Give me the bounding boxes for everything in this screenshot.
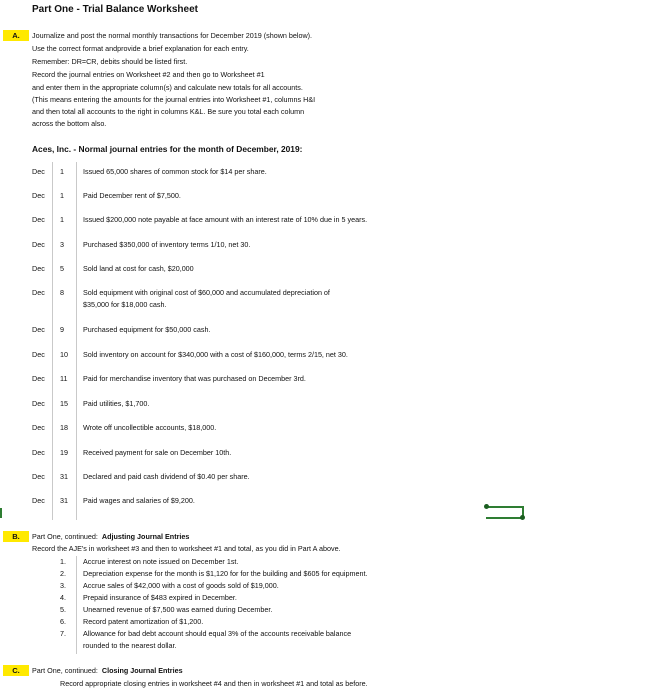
column-divider <box>76 162 77 520</box>
entry-day: 1 <box>60 167 64 176</box>
entry-day: 31 <box>60 496 68 505</box>
entry-day: 10 <box>60 350 68 359</box>
entry-month: Dec <box>32 374 45 383</box>
column-divider <box>52 162 53 520</box>
entry-text-continued: $35,000 for $18,000 cash. <box>83 300 167 309</box>
section-c-intro <box>32 667 183 674</box>
entry-text: Issued 65,000 shares of common stock for $14 per share. <box>83 167 267 176</box>
section-a-badge: A. <box>3 30 29 41</box>
instruction-line: and enter them in the appropriate column(s) and calculate new totals for all accounts. <box>32 83 303 92</box>
section-b-intro-prefix: Part One, continued: <box>32 532 102 541</box>
item-number: 6. <box>60 617 66 626</box>
entry-day: 1 <box>60 215 64 224</box>
entry-text: Declared and paid cash dividend of $0.40 per share. <box>83 472 250 481</box>
item-text: Unearned revenue of $7,500 was earned during December. <box>83 605 273 614</box>
entry-text: Purchased equipment for $50,000 cash. <box>83 325 211 334</box>
column-divider <box>76 556 77 654</box>
entry-day: 11 <box>60 374 68 383</box>
entry-day: 5 <box>60 264 64 273</box>
instruction-line: across the bottom also. <box>32 119 107 128</box>
shape-bottom-edge <box>486 517 524 519</box>
entry-text: Sold equipment with original cost of $60,000 and accumulated depreciation of <box>83 288 330 297</box>
item-text: Accrue sales of $42,000 with a cost of goods sold of $19,000. <box>83 581 279 590</box>
page-title: Part One - Trial Balance Worksheet <box>32 4 198 15</box>
item-text-continued: rounded to the nearest dollar. <box>83 641 177 650</box>
instruction-line: Journalize and post the normal monthly transactions for December 2019 (shown below). <box>32 31 313 40</box>
item-number: 2. <box>60 569 66 578</box>
entry-month: Dec <box>32 240 45 249</box>
item-text: Prepaid insurance of $483 expired in December. <box>83 593 237 602</box>
entry-month: Dec <box>32 167 45 176</box>
instruction-line: (This means entering the amounts for the journal entries into Worksheet #1, columns H&I <box>32 95 316 104</box>
entry-text: Received payment for sale on December 10th. <box>83 448 232 457</box>
row-selection-marker <box>0 508 2 518</box>
entry-day: 15 <box>60 399 68 408</box>
entry-month: Dec <box>32 191 45 200</box>
section-c-intro-bold: Closing Journal Entries <box>101 666 183 675</box>
item-number: 3. <box>60 581 66 590</box>
entry-text: Issued $200,000 note payable at face amount with an interest rate of 10% due in 5 years. <box>83 215 368 224</box>
item-number: 5. <box>60 605 66 614</box>
entry-text: Paid utilities, $1,700. <box>83 399 150 408</box>
entry-text: Paid December rent of $7,500. <box>83 191 181 200</box>
shape-handle[interactable] <box>520 515 525 520</box>
section-c-badge: C. <box>3 665 29 676</box>
section-c-intro-prefix: Part One, continued: <box>32 666 102 675</box>
entry-text: Sold inventory on account for $340,000 with a cost of $160,000, terms 2/15, net 30. <box>83 350 348 359</box>
entry-text: Paid for merchandise inventory that was purchased on December 3rd. <box>83 374 306 383</box>
section-b-line2: Record the AJE's in worksheet #3 and then to worksheet #1 and total, as you did in Part A above. <box>32 544 341 553</box>
entry-text: Paid wages and salaries of $9,200. <box>83 496 195 505</box>
drawn-shape[interactable] <box>484 504 526 520</box>
entry-month: Dec <box>32 215 45 224</box>
entry-text: Purchased $350,000 of inventory terms 1/10, net 30. <box>83 240 251 249</box>
entry-day: 1 <box>60 191 64 200</box>
item-text: Accrue interest on note issued on December 1st. <box>83 557 239 566</box>
entry-month: Dec <box>32 423 45 432</box>
section-b-intro-bold: Adjusting Journal Entries <box>101 532 190 541</box>
entry-month: Dec <box>32 448 45 457</box>
shape-handle[interactable] <box>484 504 489 509</box>
instruction-line: and then total all accounts to the right in columns K&L. Be sure you total each column <box>32 107 305 116</box>
shape-top-edge <box>486 506 524 508</box>
entry-text: Sold land at cost for cash, $20,000 <box>83 264 194 273</box>
entry-day: 9 <box>60 325 64 334</box>
item-text: Record patent amortization of $1,200. <box>83 617 204 626</box>
section-b-badge: B. <box>3 531 29 542</box>
entry-month: Dec <box>32 350 45 359</box>
entry-day: 19 <box>60 448 68 457</box>
section-c-line2: Record appropriate closing entries in worksheet #4 and then in worksheet #1 and total as before. <box>60 679 368 688</box>
item-number: 4. <box>60 593 66 602</box>
entry-day: 8 <box>60 288 64 297</box>
entry-month: Dec <box>32 288 45 297</box>
entry-day: 18 <box>60 423 68 432</box>
item-number: 1. <box>60 557 66 566</box>
instruction-line: Remember: DR=CR, debits should be listed first. <box>32 57 188 66</box>
entry-day: 3 <box>60 240 64 249</box>
item-text: Depreciation expense for the month is $1,120 for for the building and $605 for equipment. <box>83 569 368 578</box>
entry-month: Dec <box>32 399 45 408</box>
entry-day: 31 <box>60 472 68 481</box>
entry-month: Dec <box>32 264 45 273</box>
entry-month: Dec <box>32 325 45 334</box>
entry-text: Wrote off uncollectible accounts, $18,000. <box>83 423 217 432</box>
section-b-intro <box>32 533 189 540</box>
item-number: 7. <box>60 629 66 638</box>
item-text: Allowance for bad debt account should equal 3% of the accounts receivable balance <box>83 629 352 638</box>
instruction-line: Use the correct format andprovide a brief explanation for each entry. <box>32 44 249 53</box>
entry-month: Dec <box>32 496 45 505</box>
entry-month: Dec <box>32 472 45 481</box>
instruction-line: Record the journal entries on Worksheet #2 and then go to Worksheet #1 <box>32 70 265 79</box>
entries-heading: Aces, Inc. - Normal journal entries for the month of December, 2019: <box>32 144 303 154</box>
